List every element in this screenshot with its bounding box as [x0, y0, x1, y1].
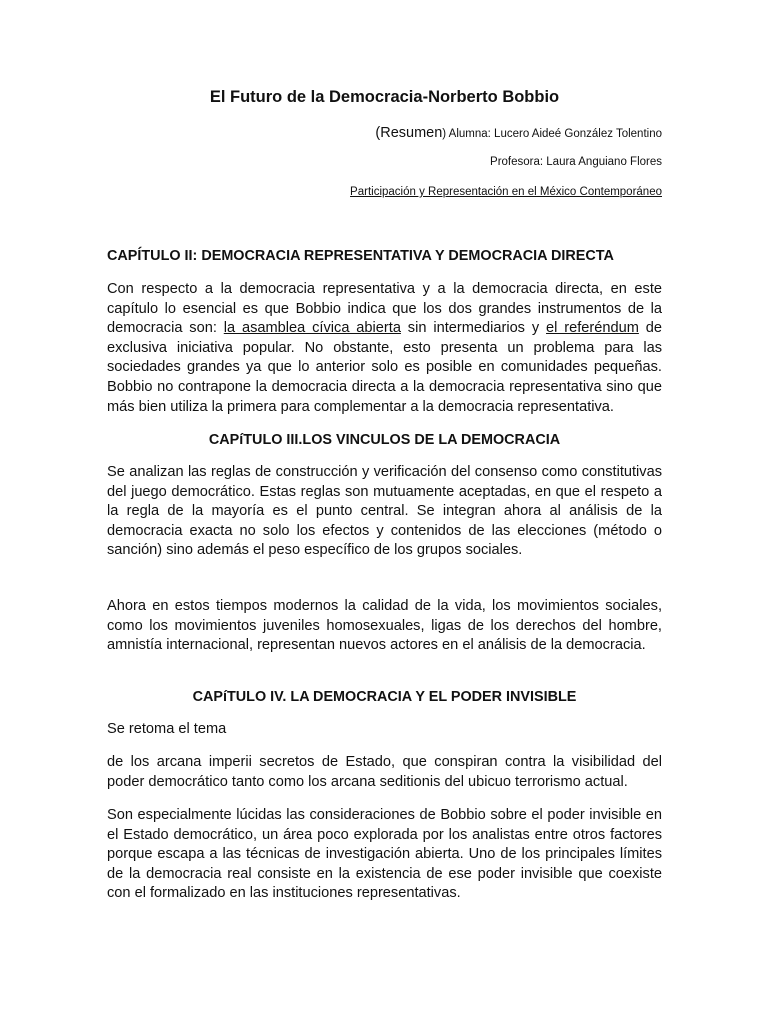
- chapter-2-text-b: sin intermediarios y: [400, 320, 547, 337]
- chapter-3-paragraph-1: Se analizan las reglas de construcción y verificación del consenso como constitutivas del juego democrático. Estas reglas son mutuamente aceptadas, en que el respeto a la regla de la mayoría es el punto central. Se integran ahora al análisis de la democracia exacta no solo los efectos y contenidos de las elecciones (método o sanción) sino además el peso específico de los grupos sociales.: [107, 464, 662, 559]
- chapter-4-heading: CAPíTULO IV. LA DEMOCRACIA Y EL PODER INVISIBLE: [192, 689, 577, 705]
- chapter-4-paragraph-3: Son especialmente lúcidas las consideraciones de Bobbio sobre el poder invisible en el Estado democrático, un área poco explorada por los analistas entre otros factores porque escapa a las técnicas de investigación abierta. Uno de los principales límites de la democracia real consiste en la existencia de ese poder invisible que coexiste con el formalizado en las instituciones representativas.: [107, 807, 662, 902]
- alumna-label: ) Alumna: Lucero Aideé González Tolentino: [442, 128, 662, 140]
- document-title: El Futuro de la Democracia-Norberto Bobbio: [209, 88, 560, 106]
- chapter-3-heading: CAPíTULO III.LOS VINCULOS DE LA DEMOCRACIA: [208, 432, 561, 448]
- chapter-2-heading: CAPÍTULO II: DEMOCRACIA REPRESENTATIVA Y DEMOCRACIA DIRECTA: [107, 248, 614, 264]
- author-line: [375, 125, 662, 141]
- chapter-2-text-c: de exclusiva iniciativa popular. No obstante, esto presenta un problema para las sociedades grandes ya que lo anterior solo es posible en comunidades pequeñas. Bobbio no contrapone la democracia directa a la democracia representativa sino que más bien utiliza la primera para complementar a la democracia representativa.: [107, 320, 662, 415]
- chapter-2-paragraph: [107, 280, 662, 417]
- chapter-2-text-a: Con respecto a la democracia representativa y a la democracia directa, en este capítulo lo esencial es que Bobbio indica que los dos grandes instrumentos de la democracia son:: [107, 281, 662, 337]
- chapter-4-paragraph-1: Se retoma el tema: [107, 721, 227, 737]
- asamblea-term: la asamblea cívica abierta: [223, 320, 401, 337]
- referendum-term: el referéndum: [546, 320, 639, 337]
- course-line: Participación y Representación en el México Contemporáneo: [350, 186, 662, 198]
- chapter-4-paragraph-2: de los arcana imperii secretos de Estado, que conspiran contra la visibilidad del poder democrático tanto como los arcana seditionis del ubicuo terrorismo actual.: [107, 754, 662, 790]
- chapter-3-paragraph-2: Ahora en estos tiempos modernos la calidad de la vida, los movimientos sociales, como los movimientos juveniles homosexuales, ligas de los derechos del hombre, amnistía internacional, representan nuevos actores en el análisis de la democracia.: [107, 598, 662, 654]
- profesora-line: Profesora: Laura Anguiano Flores: [490, 156, 662, 168]
- resumen-label: (Resumen: [375, 125, 443, 141]
